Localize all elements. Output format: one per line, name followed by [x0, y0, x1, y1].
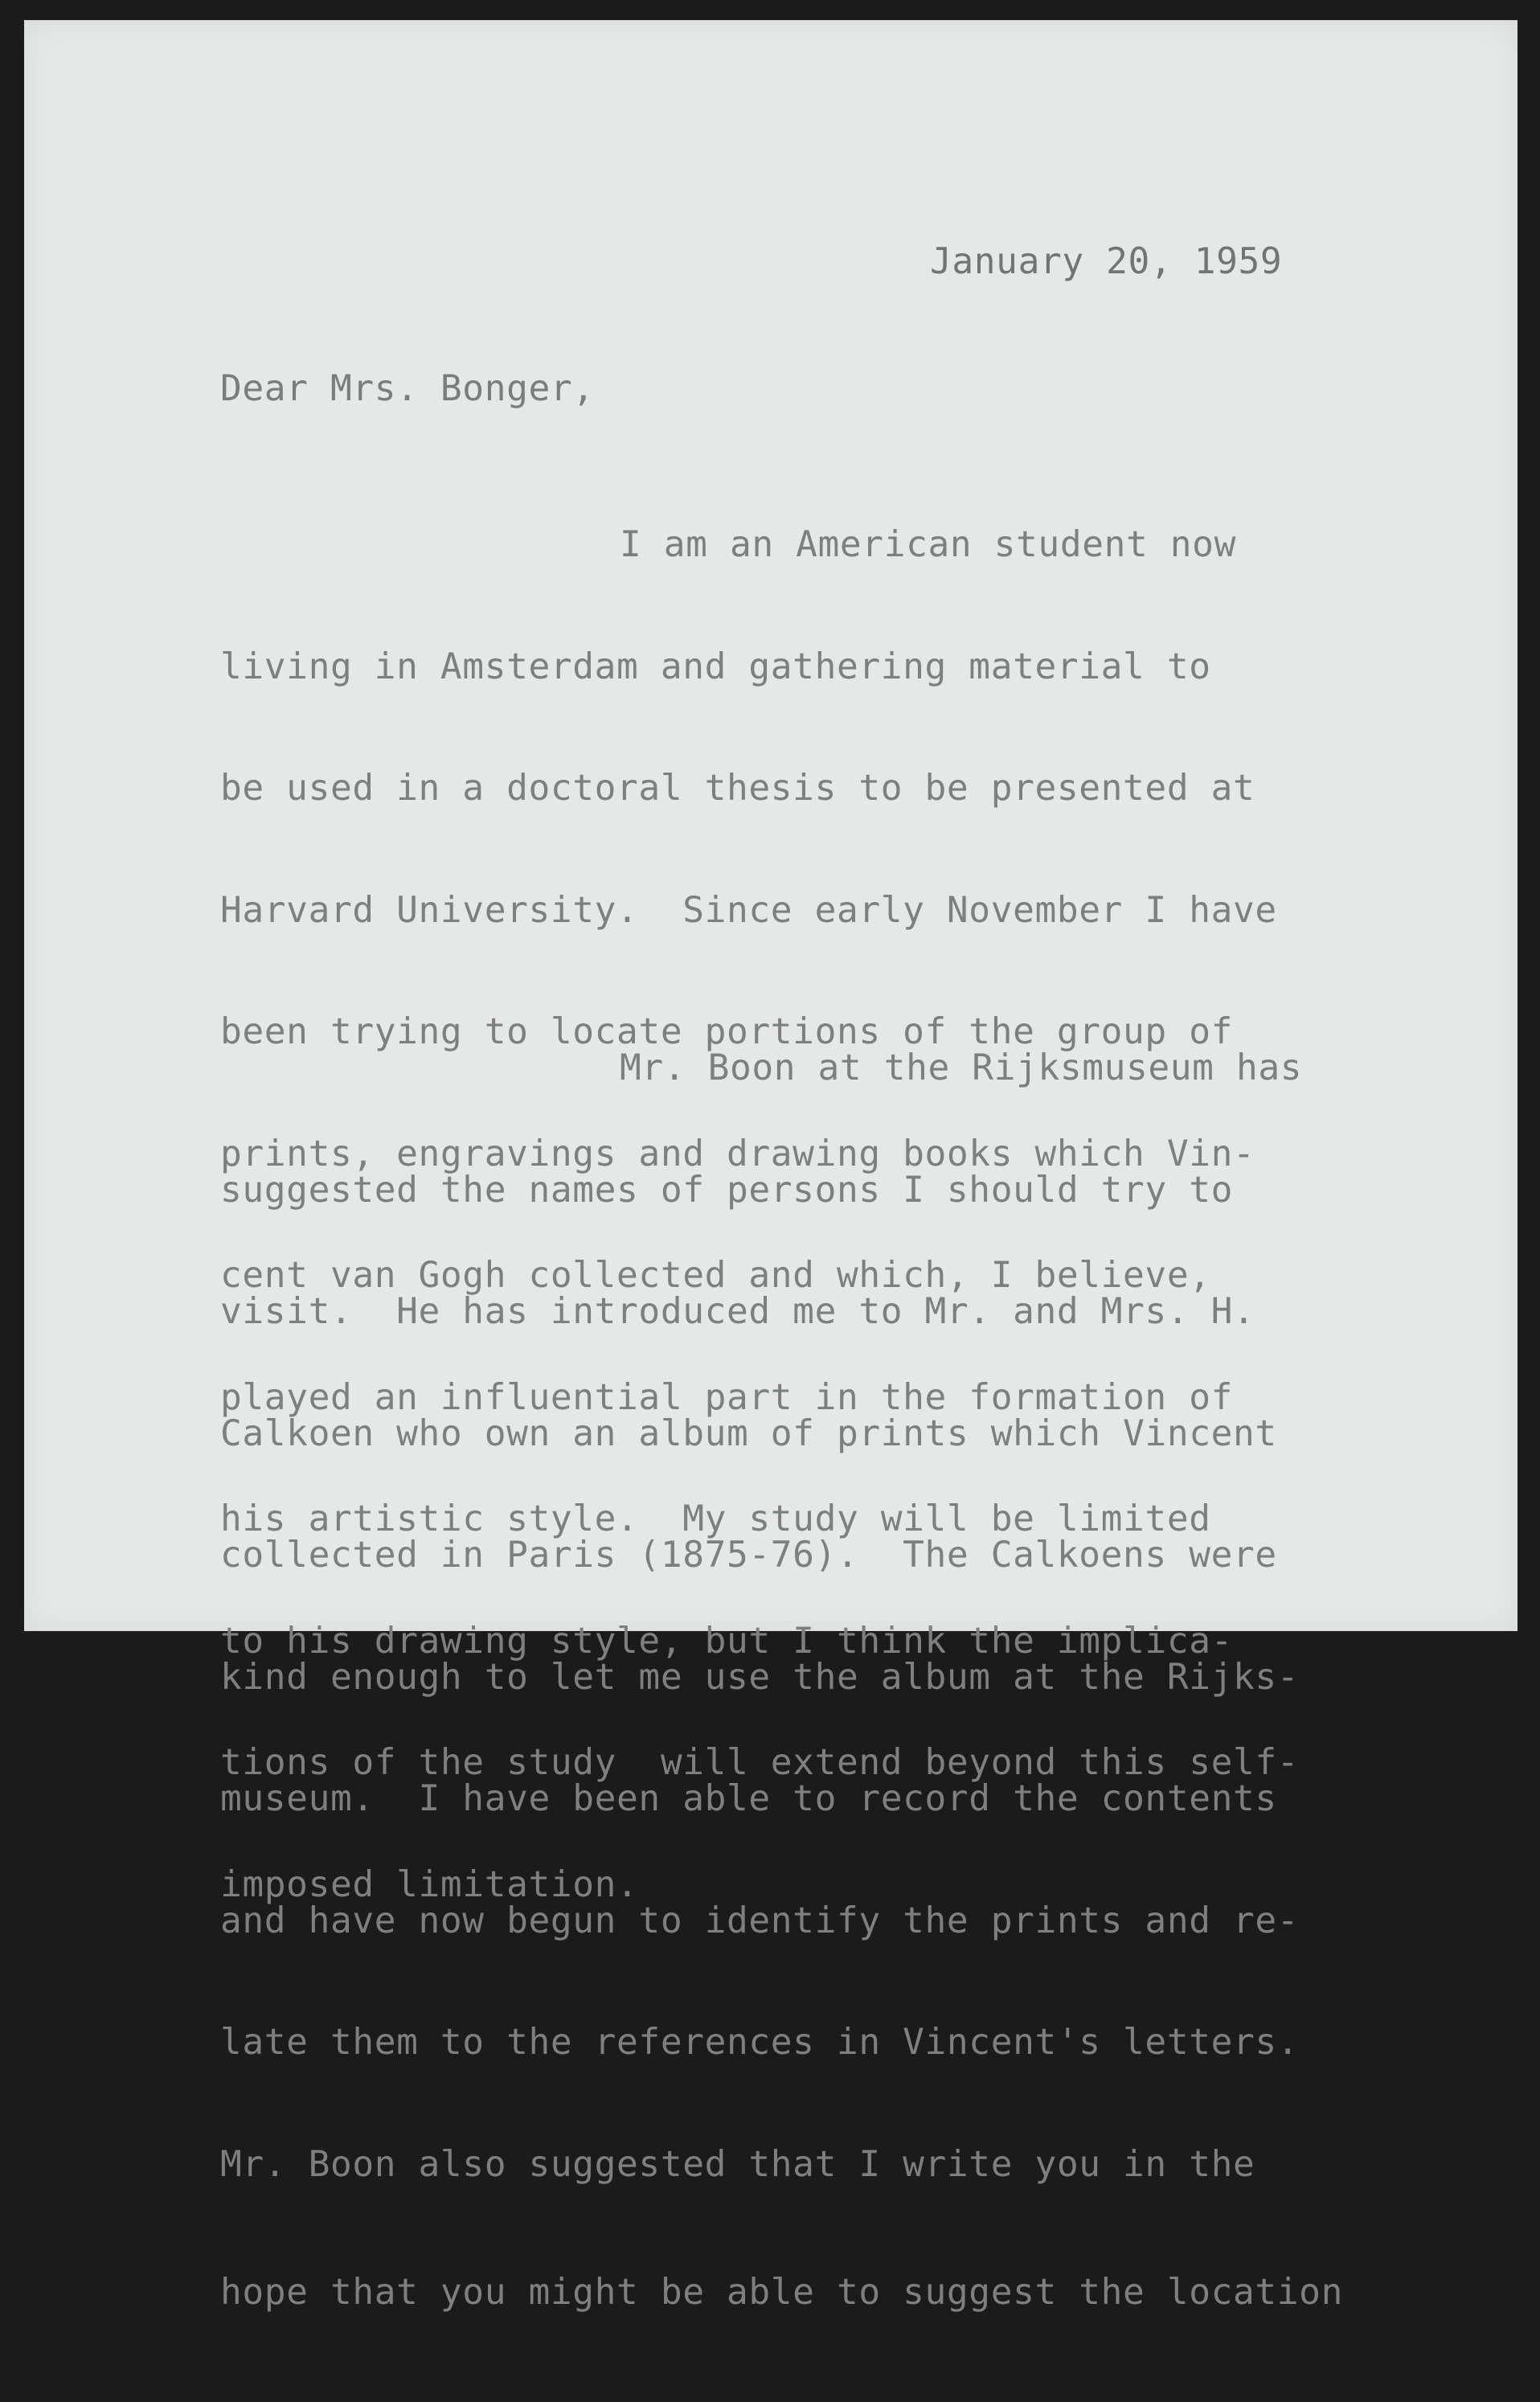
paragraph-line: visit. He has introduced me to Mr. and Mrs. H. — [220, 1291, 1255, 1332]
paragraph-line: imposed limitation. — [220, 1863, 639, 1905]
paragraph-line: Calkoen who own an album of prints which Vincent — [220, 1412, 1277, 1454]
paragraph-line: and have now begun to identify the prints and re- — [220, 1900, 1300, 1941]
paragraph-line: Mr. Boon at the Rijksmuseum has — [620, 1047, 1303, 1088]
paragraph-line: I am an American student now — [620, 524, 1236, 565]
letter-paragraph-2 — [220, 967, 1343, 2402]
letter-salutation: Dear Mrs. Bonger, — [220, 368, 595, 409]
paragraph-line: kind enough to let me use the album at the Rijks- — [220, 1656, 1300, 1698]
paragraph-line: collected in Paris (1875-76). The Calkoens were — [220, 1535, 1277, 1576]
paragraph-line: his artistic style. My study will be limited — [220, 1498, 1211, 1539]
letter-date: January 20, 1959 — [930, 241, 1283, 282]
paragraph-line: prints, engravings and drawing books which Vin- — [220, 1133, 1255, 1174]
paragraph-line: late them to the references in Vincent's letters. — [220, 2022, 1300, 2063]
paragraph-line: cent van Gogh collected and which, I believe, — [220, 1255, 1211, 1296]
paragraph-line: be used in a doctoral thesis to be presented at — [220, 768, 1255, 809]
paragraph-line: Harvard University. Since early November I have — [220, 889, 1277, 931]
paragraph-line: to his drawing style, but I think the implica- — [220, 1620, 1233, 1662]
paragraph-line: museum. I have been able to record the contents — [220, 1778, 1277, 1819]
paragraph-line: played an influential part in the formation of — [220, 1376, 1233, 1418]
paragraph-line: tions of the study will extend beyond this self- — [220, 1742, 1300, 1783]
letter-page — [24, 20, 1517, 2313]
paragraph-line: hope that you might be able to suggest the location — [220, 2272, 1343, 2313]
paragraph-line: suggested the names of persons I should try to — [220, 1169, 1233, 1211]
paragraph-line: living in Amsterdam and gathering material to — [220, 646, 1211, 687]
paragraph-line: Mr. Boon also suggested that I write you in the — [220, 2143, 1255, 2185]
paragraph-line: been trying to locate portions of the group of — [220, 1011, 1233, 1052]
